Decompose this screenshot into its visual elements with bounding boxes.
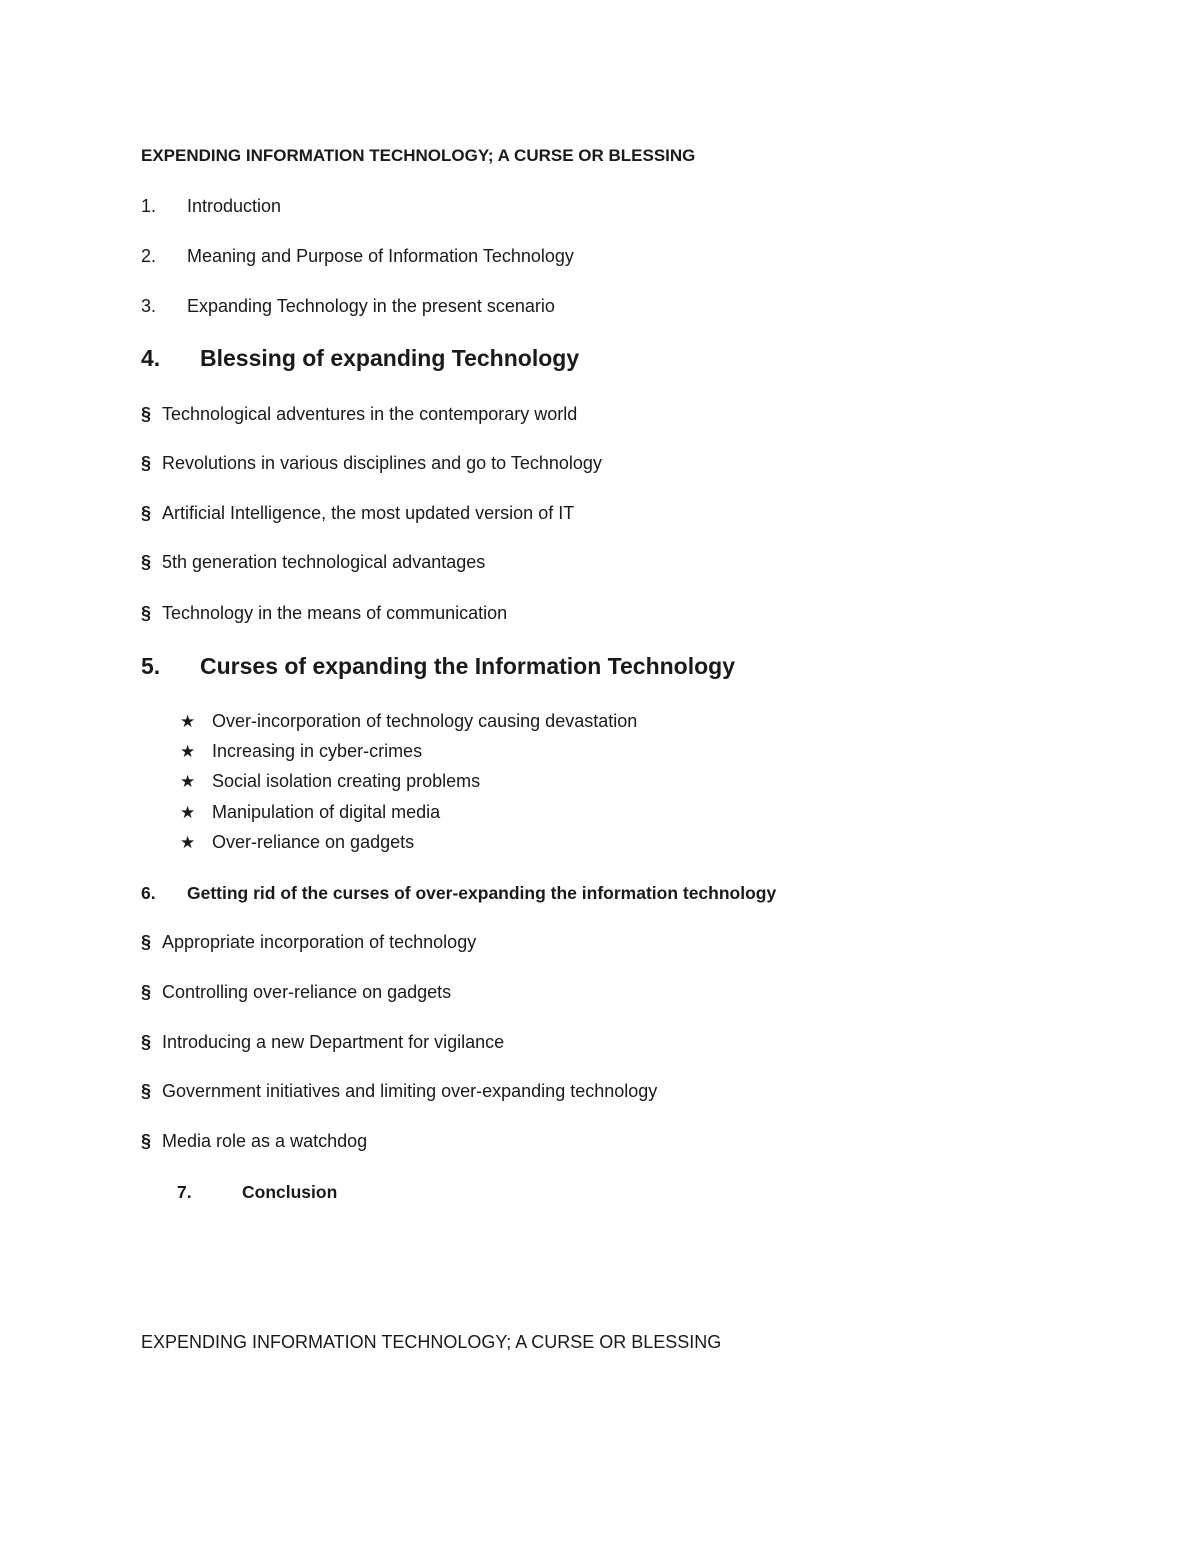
- section-sign-icon: §: [141, 453, 152, 473]
- list-item: [141, 1031, 504, 1053]
- star-icon: ★: [180, 803, 196, 822]
- star-icon: ★: [180, 742, 196, 761]
- list-item: [141, 602, 507, 624]
- section-number: 6.: [141, 883, 156, 903]
- list-item: [141, 981, 451, 1003]
- section-sign-icon: §: [141, 552, 152, 572]
- section-heading-blessing: [141, 344, 579, 372]
- outline-number: 2.: [141, 246, 157, 266]
- section-sign-icon: §: [141, 404, 152, 424]
- outline-text: Meaning and Purpose of Information Technology: [187, 246, 574, 266]
- list-item-text: Technological adventures in the contemporary world: [162, 404, 578, 424]
- section-heading-conclusion: [177, 1181, 337, 1203]
- section-title: Blessing of expanding Technology: [200, 345, 580, 371]
- list-item: [141, 931, 476, 953]
- list-item-text: Manipulation of digital media: [212, 802, 441, 822]
- repeated-title: EXPENDING INFORMATION TECHNOLOGY; A CURSE OR BLESSING: [141, 1332, 722, 1352]
- outline-text: Expanding Technology in the present scenario: [187, 296, 555, 316]
- list-item-text: Over-incorporation of technology causing devastation: [212, 711, 638, 731]
- list-item: [141, 452, 602, 474]
- section-sign-icon: §: [141, 603, 152, 623]
- section-number: 5.: [141, 653, 161, 679]
- list-item-text: Increasing in cyber-crimes: [212, 741, 423, 761]
- list-item: [141, 502, 574, 524]
- list-item: [141, 551, 485, 573]
- list-item: [141, 1080, 657, 1102]
- list-item-text: Artificial Intelligence, the most updated version of IT: [162, 503, 575, 523]
- list-item-text: Media role as a watchdog: [162, 1131, 368, 1151]
- list-item-text: Over-reliance on gadgets: [212, 832, 415, 852]
- list-item: [141, 1130, 367, 1152]
- star-icon: ★: [180, 772, 196, 791]
- star-icon: ★: [180, 833, 196, 852]
- list-item: [180, 831, 414, 854]
- section-heading-remedies: [141, 882, 776, 904]
- section-number: 7.: [177, 1182, 192, 1202]
- list-item-text: Revolutions in various disciplines and go to Technology: [162, 453, 602, 473]
- star-icon: ★: [180, 712, 196, 731]
- list-item-text: Technology in the means of communication: [162, 603, 508, 623]
- outline-item: [141, 245, 574, 267]
- section-sign-icon: §: [141, 503, 152, 523]
- section-sign-icon: §: [141, 1131, 152, 1151]
- outline-number: 1.: [141, 196, 157, 216]
- list-item-text: 5th generation technological advantages: [162, 552, 486, 572]
- section-title: Getting rid of the curses of over-expanding the information technology: [187, 883, 777, 903]
- section-heading-curses: [141, 652, 735, 680]
- list-item-text: Introducing a new Department for vigilance: [162, 1032, 505, 1052]
- section-sign-icon: §: [141, 1032, 152, 1052]
- list-item-text: Appropriate incorporation of technology: [162, 932, 477, 952]
- section-title: Curses of expanding the Information Technology: [200, 653, 735, 679]
- list-item: [180, 770, 480, 793]
- section-sign-icon: §: [141, 932, 152, 952]
- list-item: [180, 740, 422, 763]
- list-item: [180, 801, 440, 824]
- list-item: [141, 403, 577, 425]
- outline-item: [141, 295, 555, 317]
- list-item-text: Government initiatives and limiting over-expanding technology: [162, 1081, 658, 1101]
- list-item-text: Social isolation creating problems: [212, 771, 481, 791]
- section-title: Conclusion: [242, 1182, 338, 1202]
- list-item: [180, 710, 637, 733]
- section-sign-icon: §: [141, 982, 152, 1002]
- outline-text: Introduction: [187, 196, 282, 216]
- list-item-text: Controlling over-reliance on gadgets: [162, 982, 452, 1002]
- section-number: 4.: [141, 345, 161, 371]
- outline-item: [141, 195, 281, 217]
- outline-number: 3.: [141, 296, 157, 316]
- section-sign-icon: §: [141, 1081, 152, 1101]
- document-title: EXPENDING INFORMATION TECHNOLOGY; A CURSE OR BLESSING: [141, 146, 696, 165]
